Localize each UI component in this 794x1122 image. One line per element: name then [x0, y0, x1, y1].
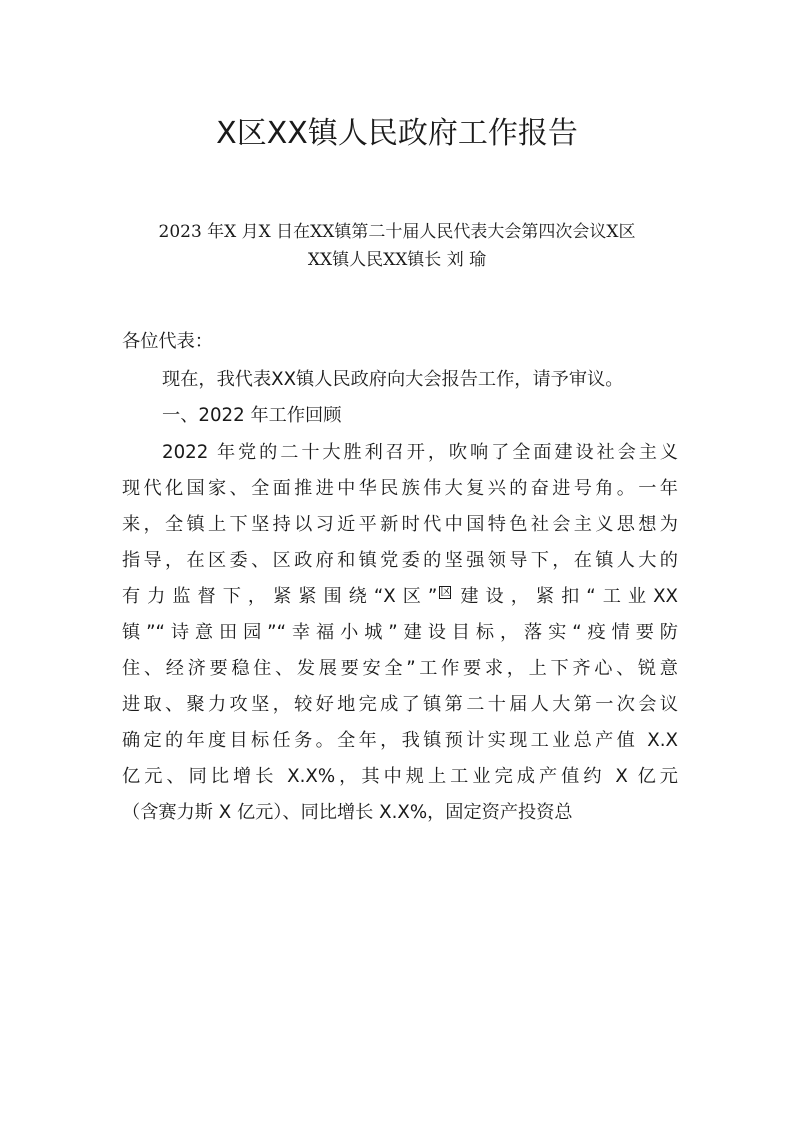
footnote-marker-icon: 区 — [440, 584, 452, 598]
paragraph-line: 确定的年度目标任务。全年，我镇预计实现工业总产值 X.X — [122, 730, 678, 751]
paragraph-line: 2022 年党的二十大胜利召开，吹响了全面建设社会主义 — [162, 442, 678, 463]
paragraph-line: 亿元、同比增长 X.X%，其中规上工业完成产值约 X 亿元 — [122, 766, 678, 787]
paragraph-line: 镇”“诗意田园”“幸福小城”建设目标，落实“疫情要防 — [122, 622, 678, 643]
paragraph-line: 进取、聚力攻坚，较好地完成了镇第二十届人大第一次会议 — [122, 694, 678, 715]
document-subtitle-line-2: XX镇人民XX镇长 刘 瑜 — [307, 250, 487, 270]
salutation: 各位代表： — [122, 331, 213, 352]
intro-paragraph: 现在，我代表XX镇人民政府向大会报告工作，请予审议。 — [162, 369, 624, 390]
paragraph-line-part: 建设，紧扣“工业XX — [453, 586, 679, 607]
paragraph-line: （含赛力斯 X 亿元）、同比增长 X.X%，固定资产投资总 — [122, 802, 573, 823]
paragraph-line: 指导，在区委、区政府和镇党委的坚强领导下，在镇人大的 — [122, 550, 678, 571]
document-title: X区XX镇人民政府工作报告 — [216, 116, 578, 151]
paragraph-line: 现代化国家、全面推进中华民族伟大复兴的奋进号角。一年 — [122, 478, 678, 499]
paragraph-line-part: 有力监督下，紧紧围绕“X区” — [122, 586, 438, 607]
paragraph-line: 来，全镇上下坚持以习近平新时代中国特色社会主义思想为 — [122, 514, 678, 535]
paragraph-line: 住、经济要稳住、发展要安全”工作要求，上下齐心、锐意 — [122, 658, 678, 679]
paragraph-line-with-note — [122, 581, 678, 613]
document-subtitle-line-1: 2023 年X 月X 日在XX镇第二十届人民代表大会第四次会议X区 — [158, 222, 636, 242]
section-heading: 一、2022 年工作回顾 — [162, 405, 342, 426]
